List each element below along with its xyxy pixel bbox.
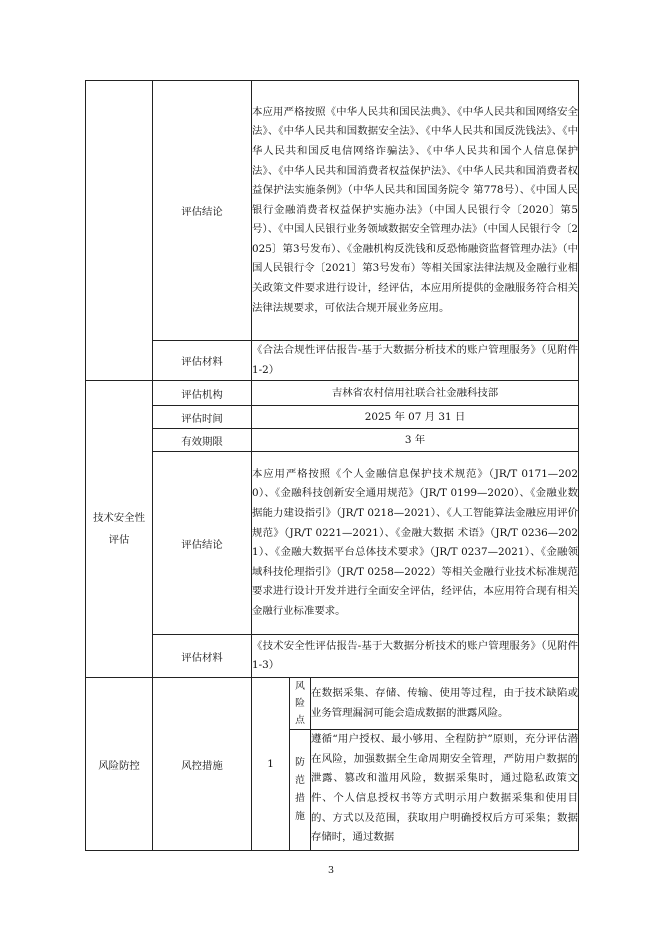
legal-conclusion-text: 本应用严格按照《中华人民共和国民法典》、《中华人民共和国网络安全法》、《中华人民共和国数据安全法》、《中华人民共和国反洗钱法》、《中华人民共和国反电信网络诈骗法》、《中华人民共和国个人信息保护法》、《中华人民共和国消费者权益保护法》、《中华人民共和国消费者权益保护法实施条例》（中华人民共和国国务院令 第778号）、《中国人民银行金融消费者权益保护实施办法》（中国人民银行令〔2020〕第5号）、《中国人民银行业务领域数据安全管理办法》（中国人民银行令〔2025〕第3号发布）、《金融机构反洗钱和反恐怖融资监督管理办法》（中国人民银行令〔2021〕第3号发布）等相关国家法律法规及金融行业相关政策文件要求进行设计，经评估，本应用所提供的金融服务符合相关法律法规要求，可依法合规开展业务应用。 [252,81,579,341]
legal-conclusion-row [86,81,579,341]
assessment-table [85,80,579,851]
tech-time-label: 评估时间 [153,406,252,429]
prevention-label [290,730,311,851]
risk-point-label-text: 风险点 [295,681,305,727]
risk-section-label: 风险防控 [86,678,153,851]
legal-section-label-cell [86,81,153,381]
legal-material-row [86,341,579,381]
tech-org-row [86,381,579,406]
legal-conclusion-label: 评估结论 [153,81,252,341]
tech-conclusion-text: 本应用严格按照《个人金融信息保护技术规范》（JR/T 0171—2020）、《金融科技创新安全通用规范》（JR/T 0199—2020）、《金融业数据能力建设指引》（JR/T 0218—2021）、《人工智能算法金融应用评价规范》（JR/T 0221—2021）、《金融大数据 术语》（JR/T 0236—2021）、《金融大数据平台总体技术要求》（JR/T 0237—2021）、《金融领域科技伦理指引》（JR/T 0258—2022）等相关金融行业技术标准规范要求进行设计开发并进行全面安全评估，经评估，本应用符合现有相关金融行业标准要求。 [252,452,579,635]
risk-point-text: 在数据采集、存储、传输、使用等过程，由于技术缺陷或业务管理漏洞可能会造成数据的泄露风险。 [311,678,579,730]
risk-measures-label: 风控措施 [153,678,252,851]
risk-point-label [290,678,311,730]
tech-material-text: 《技术安全性评估报告-基于大数据分析技术的账户管理服务》（见附件 1-3） [252,635,579,678]
tech-validity-label: 有效期限 [153,429,252,452]
tech-conclusion-row [86,452,579,635]
prevention-label-text: 防范措施 [295,757,305,823]
legal-material-label: 评估材料 [153,341,252,381]
tech-org-label: 评估机构 [153,381,252,406]
risk-point-row [86,678,579,730]
tech-org-value: 吉林省农村信用社联合社金融科技部 [252,381,579,406]
prevention-text: 遵循“用户授权、最小够用、全程防护”原则，充分评估潜在风险，加强数据全生命周期安全管理，严防用户数据的泄露、篡改和滥用风险，数据采集时，通过隐私政策文件、个人信息授权书等方式明示用户数据采集和使用目的、方式以及范围，获取用户明确授权后方可采集；数据存储时，通过数据 [311,730,579,851]
legal-material-text: 《合法合规性评估报告-基于大数据分析技术的账户管理服务》（见附件 1-2） [252,341,579,381]
tech-time-value: 2025 年 07 月 31 日 [252,406,579,429]
tech-validity-row [86,429,579,452]
page-number: 3 [327,865,335,876]
tech-conclusion-label: 评估结论 [153,452,252,635]
tech-material-label: 评估材料 [153,635,252,678]
tech-validity-value: 3 年 [252,429,579,452]
risk-index: 1 [252,678,290,851]
tech-section-label: 技术安全性评估 [86,381,153,678]
tech-material-row [86,635,579,678]
tech-time-row [86,406,579,429]
